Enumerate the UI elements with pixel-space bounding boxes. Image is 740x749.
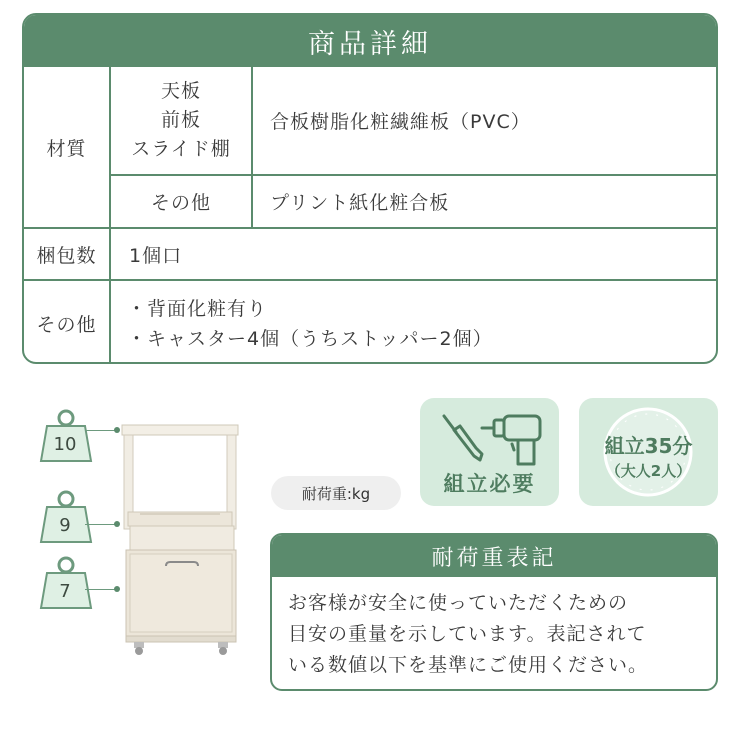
assembly-time-badge <box>579 398 718 506</box>
drill-icon <box>480 410 546 468</box>
assembly-time-text: 組立35分 <box>604 434 693 458</box>
notice-line: いる数値以下を基準にご使用ください。 <box>288 654 649 676</box>
panel-name: 天板 <box>160 80 201 102</box>
notice-line: 目安の重量を示しています。表記されて <box>288 623 647 645</box>
assembly-people-text: （大人2人） <box>605 462 692 480</box>
weight-leader <box>85 589 117 590</box>
panels-label <box>111 67 251 174</box>
weight-value: 7 <box>59 581 71 602</box>
spec-table <box>22 13 718 364</box>
weight-leader <box>85 524 117 525</box>
notice-line: お客様が安全に使っていただくための <box>288 592 629 614</box>
list-item: ・背面化粧有り <box>127 297 268 320</box>
other-label: その他 <box>36 314 97 336</box>
weight-marker-top <box>39 409 93 465</box>
panel-name: スライド棚 <box>131 138 231 160</box>
weight-marker-bottom <box>39 556 93 612</box>
weight-value: 9 <box>59 515 71 536</box>
other-list <box>127 281 697 364</box>
panels-value: 合板樹脂化粧繊維板（PVC） <box>270 111 531 133</box>
screwdriver-icon <box>436 410 486 464</box>
package-label: 梱包数 <box>36 244 97 267</box>
weight-marker-middle <box>39 490 93 546</box>
other-part-label: その他 <box>150 192 211 214</box>
col-divider <box>251 67 253 227</box>
other-part-value: プリント紙化粧合板 <box>270 192 450 214</box>
spec-title: 商品詳細 <box>24 15 716 67</box>
notice-body <box>272 577 716 681</box>
material-label: 材質 <box>46 137 87 160</box>
assembly-required-badge <box>420 398 559 506</box>
load-notice <box>270 533 718 691</box>
list-item: ・キャスター4個（うちストッパー2個） <box>127 327 493 350</box>
notice-title: 耐荷重表記 <box>272 535 716 577</box>
panel-name: 前板 <box>160 109 201 131</box>
weight-value: 10 <box>53 434 77 455</box>
cabinet-illustration <box>118 424 242 660</box>
package-value: 1個口 <box>129 244 183 267</box>
weight-leader <box>85 430 117 431</box>
assembly-required-text: 組立必要 <box>443 472 536 496</box>
load-unit-label: 耐荷重:kg <box>271 476 401 510</box>
